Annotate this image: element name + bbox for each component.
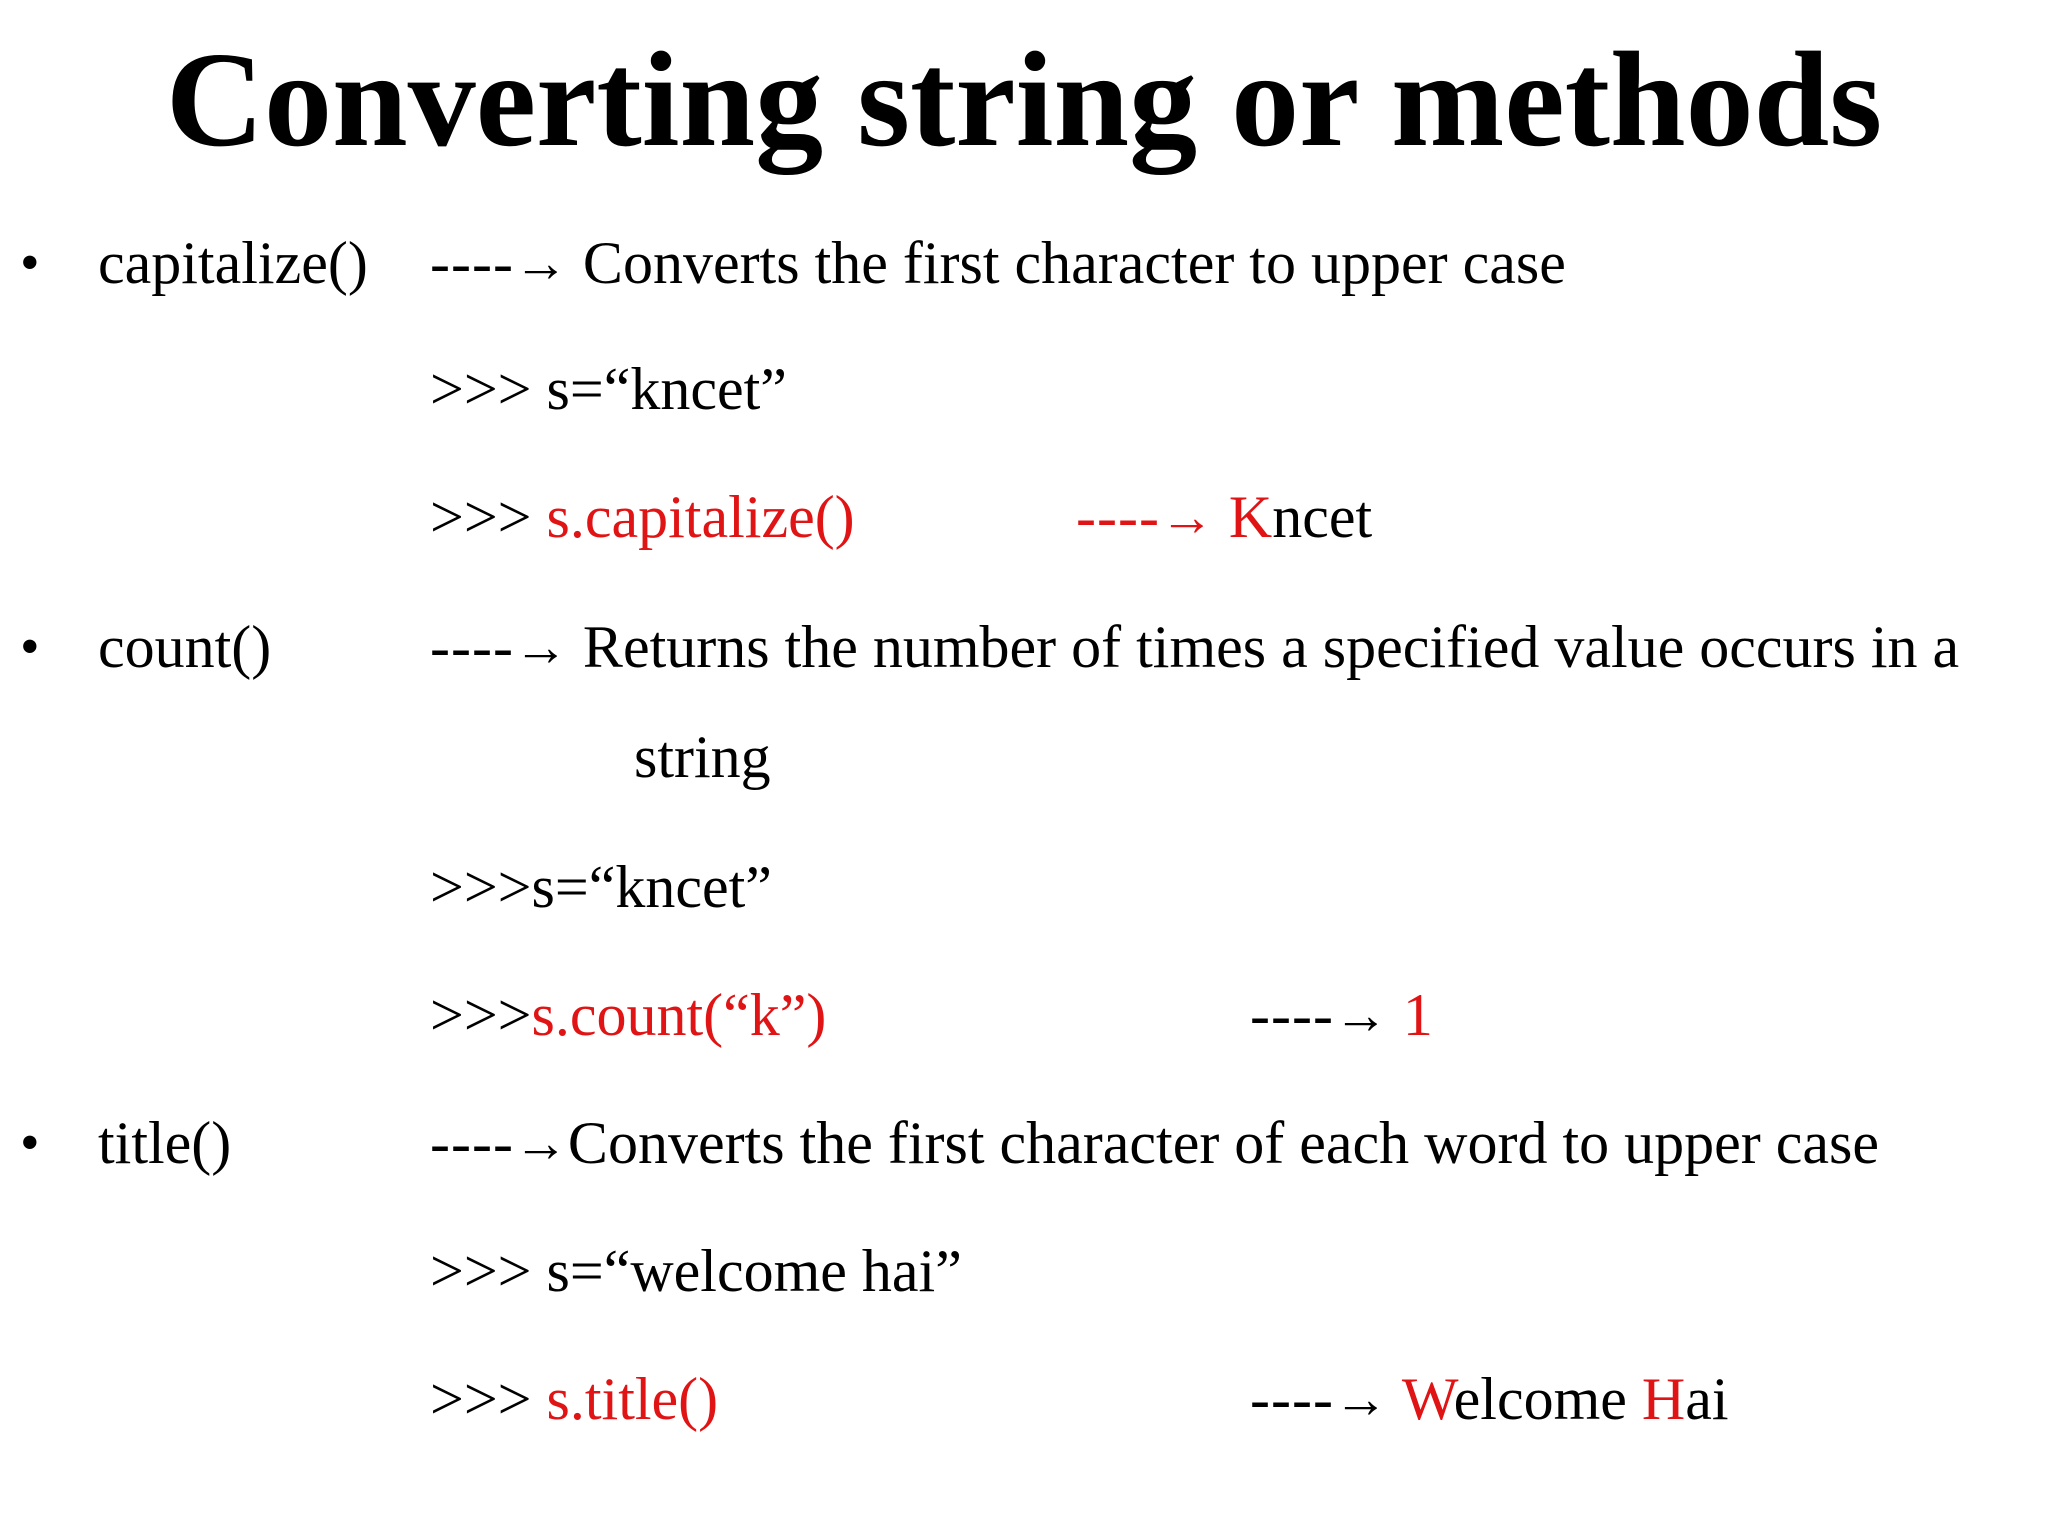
code: s.capitalize() bbox=[546, 484, 855, 550]
code: s=“kncet” bbox=[531, 854, 772, 920]
method-name-capitalize: capitalize() bbox=[98, 230, 368, 296]
description-text: Converts the first character to upper case bbox=[582, 230, 1566, 296]
prompt: >>> bbox=[430, 854, 532, 920]
slide-title: Converting string or methods bbox=[165, 25, 1883, 175]
description-text: Returns the number of times a specified value occurs in a bbox=[582, 614, 1960, 680]
arrow-dashes: ---- bbox=[1250, 1366, 1334, 1432]
method-description-count bbox=[430, 612, 1959, 682]
arrow-dashes: ---- bbox=[430, 1110, 514, 1176]
arrow-dashes: ---- bbox=[430, 614, 514, 680]
example-assign-count bbox=[430, 852, 772, 922]
code: s=“kncet” bbox=[546, 356, 787, 422]
result-part: 1 bbox=[1402, 982, 1433, 1048]
example-call-title bbox=[430, 1364, 718, 1434]
arrow-dashes: ---- bbox=[430, 230, 514, 296]
example-call-count bbox=[430, 980, 826, 1050]
code: s.title() bbox=[546, 1366, 719, 1432]
arrow-right-icon: → bbox=[1333, 985, 1388, 1045]
result-part: H bbox=[1641, 1366, 1686, 1432]
description-text: Converts the first character of each word to upper case bbox=[567, 1110, 1880, 1176]
result-capitalize bbox=[1076, 482, 1372, 552]
result-part: ncet bbox=[1272, 484, 1373, 550]
code: s=“welcome hai” bbox=[546, 1238, 962, 1304]
arrow-right-icon: → bbox=[513, 617, 568, 677]
bullet-capitalize: • bbox=[20, 232, 40, 294]
arrow-right-icon: → bbox=[1159, 487, 1214, 547]
result-count bbox=[1250, 980, 1433, 1050]
result-part: elcome bbox=[1453, 1366, 1642, 1432]
arrow-dashes: ---- bbox=[1076, 484, 1160, 550]
result-part: ai bbox=[1685, 1366, 1729, 1432]
arrow-right-icon: → bbox=[513, 233, 568, 293]
example-assign-capitalize bbox=[430, 354, 787, 424]
method-description-count-cont: string bbox=[634, 724, 771, 790]
result-part: K bbox=[1228, 484, 1273, 550]
arrow-right-icon: → bbox=[1333, 1369, 1388, 1429]
bullet-count: • bbox=[20, 616, 40, 678]
method-name-count: count() bbox=[98, 614, 272, 680]
result-title bbox=[1250, 1364, 1729, 1434]
bullet-title: • bbox=[20, 1112, 40, 1174]
example-call-capitalize bbox=[430, 482, 855, 552]
result-part: W bbox=[1401, 1366, 1454, 1432]
method-description-capitalize bbox=[430, 228, 1566, 298]
method-name-title: title() bbox=[98, 1110, 232, 1176]
prompt: >>> bbox=[430, 1366, 547, 1432]
prompt: >>> bbox=[430, 1238, 547, 1304]
code: s.count(“k”) bbox=[531, 982, 827, 1048]
arrow-dashes: ---- bbox=[1250, 982, 1334, 1048]
prompt: >>> bbox=[430, 982, 532, 1048]
arrow-right-icon: → bbox=[513, 1113, 568, 1173]
prompt: >>> bbox=[430, 356, 547, 422]
prompt: >>> bbox=[430, 484, 547, 550]
method-description-title bbox=[430, 1108, 1879, 1178]
example-assign-title bbox=[430, 1236, 962, 1306]
